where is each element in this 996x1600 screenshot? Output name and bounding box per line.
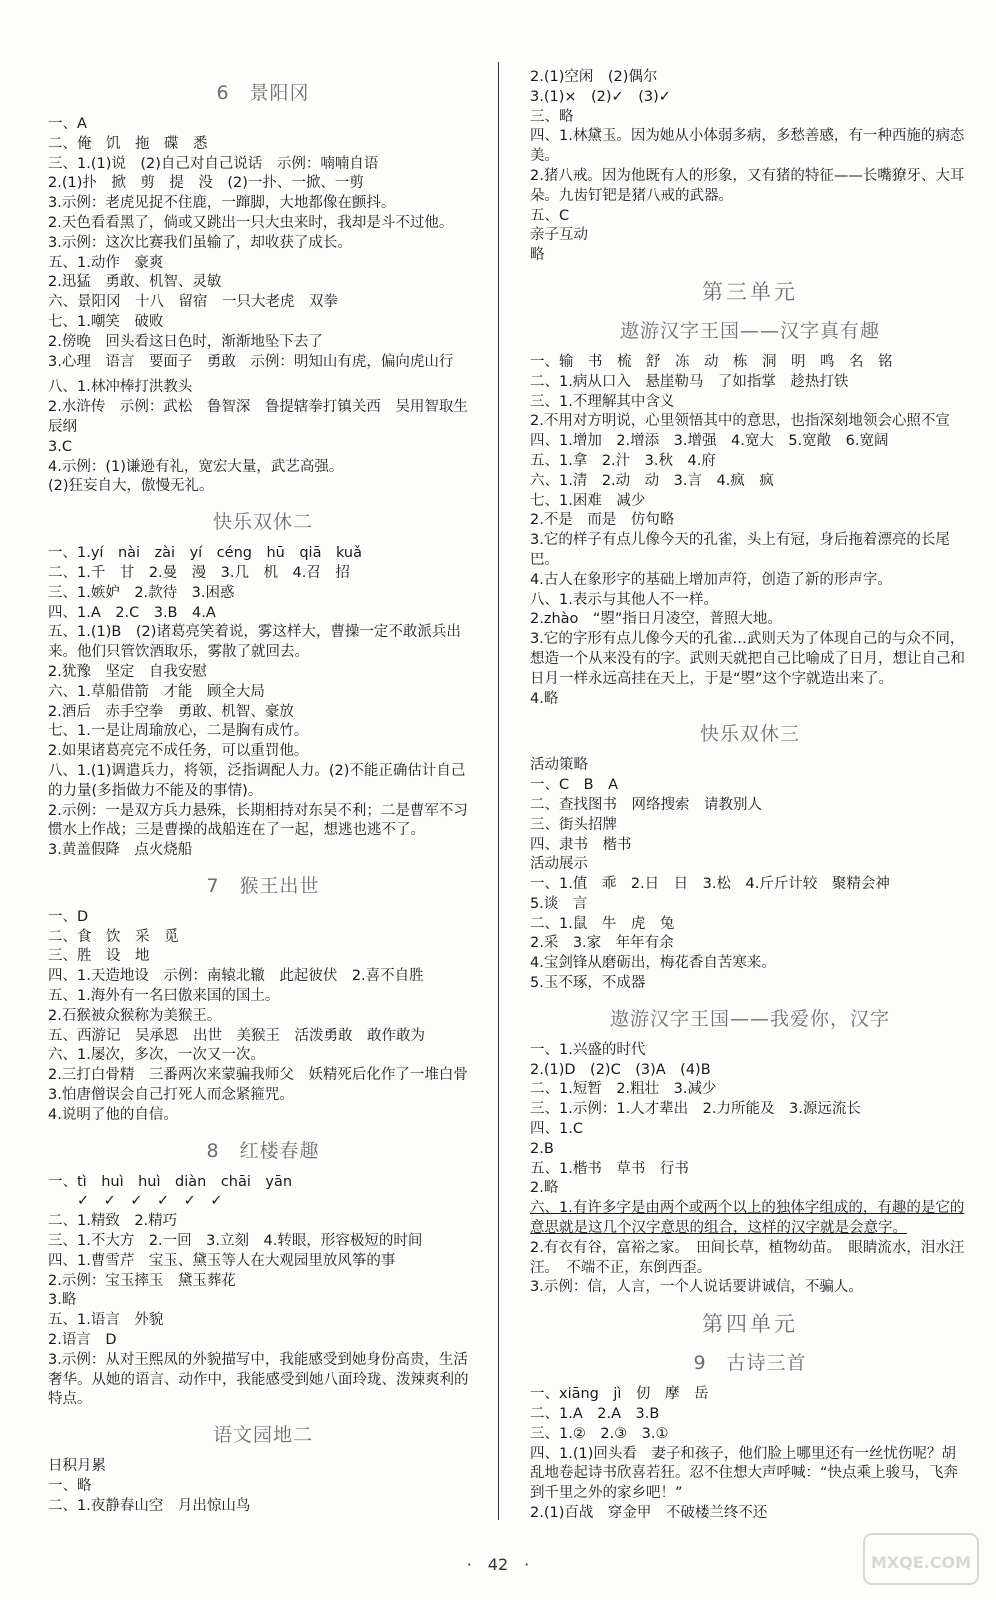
answer-line: 3.略 — [48, 1292, 77, 1309]
answer-line: 2.有衣有谷，富裕之家。 田间长草，植物幼苗。 眼睛流水，泪水汪汪。 不端不正，东倒西歪。 — [530, 1239, 965, 1276]
answer-line: 3.怕唐僧误会自己打死人而念紧箍咒。 — [48, 1087, 294, 1104]
answer-line: 一、略 — [48, 1478, 92, 1495]
answer-line: 五、1.楷书 草书 行书 — [530, 1160, 689, 1177]
answer-line: 2.天色看看黑了，倘或又跳出一只大虫来时，我却是斗不过他。 — [48, 214, 454, 231]
answer-line: 2.三打白骨精 三番两次来蒙骗我师父 妖精死后化作了一堆白骨 — [48, 1067, 468, 1084]
answer-line: 六、景阳冈 十八 留宿 一只大老虎 双拳 — [48, 294, 338, 311]
answer-line: 2.zhào “曌”指日月凌空，普照大地。 — [530, 611, 782, 628]
answer-line: 五、1.语言 外貌 — [48, 1312, 164, 1329]
section-heading: 语文园地二 — [212, 1424, 313, 1447]
answer-line: 一、1.yí nài zài yí céng hū qiā kuǎ — [48, 545, 362, 562]
answer-line: 3.(1)× (2)✓ (3)✓ — [530, 88, 671, 105]
answer-line: 四、1.A 2.C 3.B 4.A — [48, 604, 216, 621]
watermark-logo — [862, 1532, 980, 1586]
answer-line: 3.它的样子有点儿像今天的孔雀，头上有冠，身后拖着漂亮的长尾巴。 — [530, 532, 950, 568]
answer-line: 二、1.病从口入 悬崖勒马 了如指掌 趁热打铁 — [530, 373, 849, 390]
answer-line: 2.示例：宝玉摔玉 黛玉葬花 — [48, 1272, 236, 1289]
answer-line: 2.水浒传 示例：武松 鲁智深 鲁提辖拳打镇关西 吴用智取生辰纲 — [48, 399, 468, 435]
answer-line: 活动策略 — [530, 757, 588, 774]
answer-line: 二、1.鼠 牛 虎 兔 — [530, 915, 675, 932]
section-heading: 快乐双休三 — [699, 723, 800, 746]
section-heading: 7 猴王出世 — [206, 874, 320, 897]
answer-line: 五、1.海外有一名曰傲来国的国土。 — [48, 988, 280, 1005]
answer-line: 四、1.(1)回头看 妻子和孩子，他们脸上哪里还有一丝忧伤呢？胡乱地卷起诗书欣喜若狂。忍不住想大声呼喊：“快点乘上骏马，飞奔到千里之外的家乡吧！” — [530, 1445, 959, 1502]
answer-line: 5.谈 言 — [530, 895, 588, 912]
answer-line: 八、1.(1)调遣兵力，将领，泛指调配人力。(2)不能正确估计自己的力量(多指做力不能及的事情)。 — [48, 762, 466, 799]
answer-line: 3.黄盖假降 点火烧船 — [48, 842, 193, 859]
answer-line: 八、1.林冲棒打洪教头 — [48, 379, 193, 396]
answer-line: 二、1.精致 2.精巧 — [48, 1213, 178, 1230]
answer-line: 2.迅猛 勇敢、机智、灵敏 — [48, 274, 222, 291]
answer-line: 二、1.短暂 2.粗壮 3.减少 — [530, 1081, 717, 1098]
answer-line: 2.B — [530, 1140, 554, 1157]
answer-line: 2.示例：一是双方兵力悬殊，长期相持对东吴不利；二是曹军不习惯水上作战；三是曹操的战船连在了一起，想逃也逃不了。 — [48, 802, 468, 839]
answer-line: 五、C — [530, 207, 570, 224]
answer-line: 六、1.草船借箭 才能 顾全大局 — [48, 683, 265, 700]
answer-line: 活动展示 — [530, 856, 588, 873]
answer-line: 三、1.(1)说 (2)自己对自己说话 示例：喃喃自语 — [48, 155, 379, 172]
answer-line: 三、略 — [530, 108, 574, 125]
answer-line: ✓ ✓ ✓ ✓ ✓ ✓ — [48, 1193, 223, 1210]
answer-line: 2.酒后 赤手空拳 勇敢、机智、豪放 — [48, 703, 294, 720]
answer-line: 4.略 — [530, 690, 559, 707]
watermark-text: MXQE.COM — [870, 1553, 972, 1572]
unit-heading: 第四单元 — [702, 1312, 798, 1337]
answer-line: 一、tì huì huì diàn chāi yān — [48, 1173, 293, 1190]
answer-line: 亲子互动 — [530, 227, 588, 244]
answer-line: 八、1.表示与其他人不一样。 — [530, 591, 718, 608]
answer-line: 一、xiāng jì 仞 摩 岳 — [530, 1386, 709, 1403]
answer-line: 3.示例：这次比赛我们虽输了，却收获了成长。 — [48, 234, 352, 251]
answer-line: 三、1.示例：1.人才辈出 2.力所能及 3.源远流长 — [530, 1101, 861, 1118]
answer-line: 五、1.(1)B (2)诸葛亮笑着说，雾这样大，曹操一定不敢派兵出来。他们只管饮酒取乐，雾散了就回去。 — [48, 624, 461, 661]
answer-line: 2.猪八戒。因为他既有人的形象，又有猪的特征——长嘴獠牙、大耳朵。九齿钉钯是猪八戒的武器。 — [530, 167, 965, 204]
unit-heading: 第三单元 — [702, 279, 798, 304]
left-column — [48, 68, 478, 1517]
answer-line: 二、俺 饥 拖 碟 悉 — [48, 135, 208, 152]
answer-line: 2.采 3.家 年年有余 — [530, 935, 674, 952]
answer-line: 一、C B A — [530, 777, 618, 794]
answer-line: 一、A — [48, 116, 87, 132]
answer-line: 4.说明了他的自信。 — [48, 1106, 178, 1123]
answer-line: 五、西游记 吴承恩 出世 美猴王 活泼勇敢 敢作敢为 — [48, 1027, 425, 1044]
page-number: · 42 · — [466, 1555, 530, 1574]
answer-line: 三、1.不大方 2.一回 3.立刻 4.转眼，形容极短的时间 — [48, 1233, 423, 1250]
answer-line: 五、1.动作 豪爽 — [48, 254, 164, 271]
answer-line: 三、1.② 2.③ 3.① — [530, 1425, 669, 1442]
section-heading: 9 古诗三首 — [693, 1352, 807, 1375]
answer-line: (2)狂妄自大，傲慢无礼。 — [48, 478, 214, 495]
answer-line: 四、1.曹雪芹 宝玉、黛玉等人在大观园里放风筝的事 — [48, 1252, 396, 1269]
answer-line: 四、隶书 楷书 — [530, 836, 632, 853]
answer-line: 日积月累 — [48, 1458, 106, 1475]
answer-line: 5.玉不琢，不成器 — [530, 975, 646, 992]
answer-line: 2.傍晚 回头看这日色时，渐渐地坠下去了 — [48, 333, 323, 350]
answer-line: 4.宝剑锋从磨砺出，梅花香自苦寒来。 — [530, 955, 776, 972]
answer-line: 2.如果诸葛亮完不成任务，可以重罚他。 — [48, 743, 309, 760]
answer-line: 七、1.一是让周瑜放心，二是胸有成竹。 — [48, 723, 309, 740]
answer-line: 2.略 — [530, 1180, 559, 1197]
answer-line: 四、1.天造地设 示例：南辕北辙 此起彼伏 2.喜不自胜 — [48, 968, 424, 985]
answer-line: 2.(1)扑 掀 剪 提 没 (2)一扑、一掀、一剪 — [48, 175, 364, 192]
answer-line: 六、1.有许多字是由两个或两个以上的独体字组成的，有趣的是它的意思就是这几个汉字意思的组合，这样的汉字就是会意字。 — [530, 1200, 965, 1237]
answer-line: 三、街头招牌 — [530, 816, 617, 833]
section-heading: 遨游汉字王国——我爱你，汉字 — [609, 1007, 890, 1030]
answer-line: 2.语言 D — [48, 1332, 117, 1349]
answer-line: 2.犹豫 坚定 自我安慰 — [48, 663, 207, 680]
answer-line: 六、1.屡次，多次，一次又一次。 — [48, 1047, 265, 1064]
right-column — [530, 68, 970, 1524]
answer-line: 2.(1)百战 穿金甲 不破楼兰终不还 — [530, 1505, 768, 1522]
column-divider — [498, 62, 499, 1520]
answer-line: 七、1.嘲笑 破败 — [48, 313, 164, 330]
section-heading: 8 红楼春趣 — [206, 1139, 320, 1162]
answer-line: 3.它的字形有点儿像今天的孔雀…武则天为了体现自己的与众不同，想造一个从来没有的字。武则天就把自己比喻成了日月，想让自己和日月一样永远高挂在天上，于是“曌”这个字就造出来了。 — [530, 631, 965, 687]
answer-line: 三、1.不理解其中含义 — [530, 393, 675, 410]
section-heading: 遨游汉字王国——汉字真有趣 — [619, 319, 880, 342]
answer-line: 五、1.拿 2.汁 3.秋 4.府 — [530, 452, 716, 469]
answer-line: 2.不是 而是 仿句略 — [530, 512, 675, 529]
answer-line: 一、1.值 乖 2.日 日 3.松 4.斤斤计较 聚精会神 — [530, 876, 890, 893]
answer-line: 三、1.嫉妒 2.款待 3.困惑 — [48, 584, 235, 601]
answer-line: 2.(1)空闲 (2)偶尔 — [530, 69, 658, 85]
answer-line: 二、食 饮 采 觅 — [48, 928, 179, 945]
answer-line: 四、1.C — [530, 1121, 583, 1138]
answer-line: 2.(1)D (2)C (3)A (4)B — [530, 1061, 711, 1078]
answer-line: 四、1.增加 2.增添 3.增强 4.宽大 5.宽敞 6.宽阔 — [530, 433, 889, 450]
answer-line: 略 — [530, 247, 545, 264]
answer-line: 三、胜 设 地 — [48, 948, 150, 965]
answer-line: 4.示例：(1)谦逊有礼，宽宏大量，武艺高强。 — [48, 458, 344, 475]
answer-line: 3.心理 语言 要面子 勇敢 示例：明知山有虎，偏向虎山行 — [48, 353, 454, 370]
answer-line: 二、1.夜静春山空 月出惊山鸟 — [48, 1497, 251, 1514]
answer-line: 2.石猴被众猴称为美猴王。 — [48, 1007, 222, 1024]
answer-line: 七、1.困难 减少 — [530, 492, 646, 509]
answer-line: 一、1.兴盛的时代 — [530, 1041, 646, 1058]
answer-line: 四、1.林黛玉。因为她从小体弱多病，多愁善感，有一种西施的病态美。 — [530, 128, 965, 165]
answer-line: 3.示例：从对王熙凤的外貌描写中，我能感受到她身份高贵，生活奢华。从她的语言、动作中，我能感受到她八面玲珑、泼辣爽利的特点。 — [48, 1351, 469, 1408]
section-heading: 6 景阳冈 — [216, 82, 310, 104]
answer-line: 2.不用对方明说，心里领悟其中的意思，也指深刻地领会心照不宣 — [530, 413, 950, 430]
section-heading: 快乐双休二 — [212, 511, 313, 534]
answer-line: 一、输 书 梳 舒 冻 动 栋 洞 明 鸣 名 铭 — [530, 353, 893, 370]
answer-line: 二、查找图书 网络搜索 请教别人 — [530, 796, 762, 813]
answer-line: 二、1.千 甘 2.曼 漫 3.几 机 4.召 招 — [48, 564, 350, 581]
answer-line: 4.古人在象形字的基础上增加声符，创造了新的形声字。 — [530, 571, 892, 588]
answer-line: 3.示例：信，人言，一个人说话要讲诚信，不骗人。 — [530, 1279, 863, 1296]
answer-line: 二、1.A 2.A 3.B — [530, 1406, 660, 1423]
answer-line: 3.示例：老虎见捉不住鹿，一蹿脚，大地都像在颤抖。 — [48, 195, 396, 212]
answer-line: 3.C — [48, 438, 72, 455]
answer-line: 一、D — [48, 908, 89, 925]
answer-line: 六、1.清 2.动 动 3.言 4.疯 疯 — [530, 472, 774, 489]
